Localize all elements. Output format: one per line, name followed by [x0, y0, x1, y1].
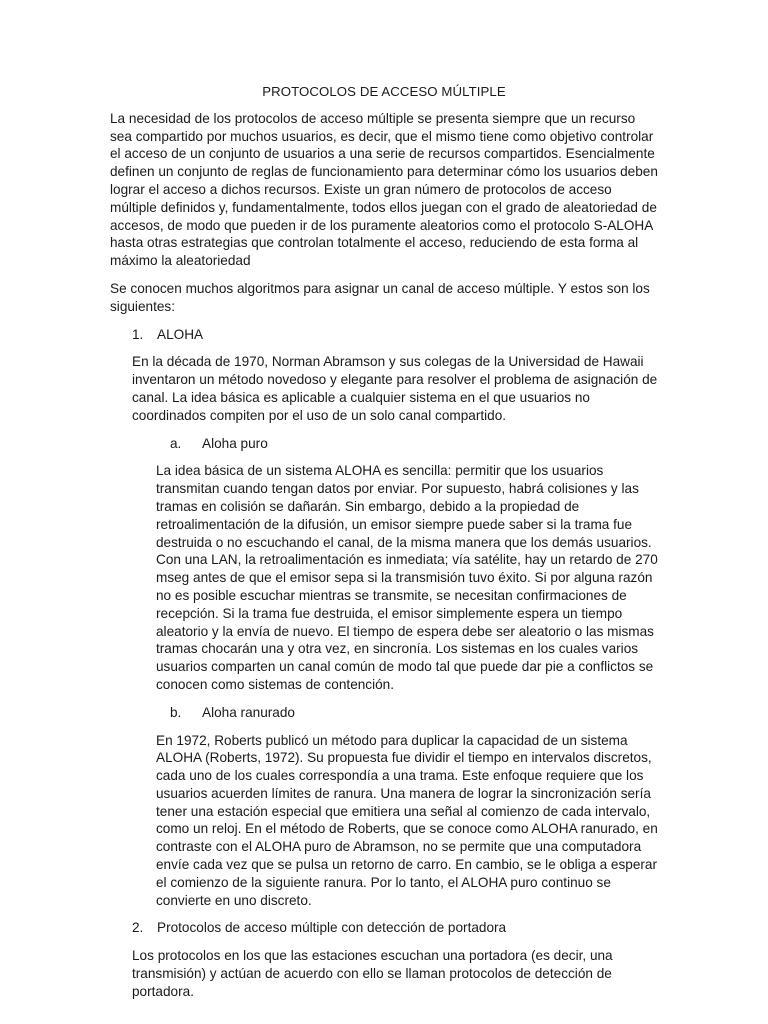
subsection-b-heading: [110, 704, 658, 722]
section2-number: 2.: [132, 920, 144, 936]
intro-paragraph: La necesidad de los protocolos de acceso múltiple se presenta siempre que un recurso sea compartido por muchos usuarios, es decir, que el mismo tiene como objetivo controlar el acceso de un conjunto de usuarios a una serie de recursos compartidos. Esencialmente definen un conjunto de reglas de funcionamiento para determinar cómo los usuarios deben lograr el acceso a dichos recursos. Existe un gran número de protocolos de acceso múltiple definidos y, fundamentalmente, todos ellos juegan con el grado de aleatoriedad de accesos, de modo que pueden ir de los puramente aleatorios como el protocolo S-ALOHA hasta otras estrategias que controlan totalmente el acceso, reduciendo de esta forma al máximo la aleatoriedad: [110, 110, 658, 269]
section2-heading: [110, 919, 658, 937]
section1-title: ALOHA: [157, 326, 204, 342]
subsection-a-body: La idea básica de un sistema ALOHA es sencilla: permitir que los usuarios transmitan cuando tengan datos por enviar. Por supuesto, habrá colisiones y las tramas en colisión se dañarán. Sin embargo, debido a la propiedad de retroalimentación de la difusión, un emisor siempre puede saber si la trama fue destruida o no escuchando el canal, de la misma manera que los demás usuarios. Con una LAN, la retroalimentación es inmediata; vía satélite, hay un retardo de 270 mseg antes de que el emisor sepa si la transmisión tuvo éxito. Si por alguna razón no es posible escuchar mientras se transmite, se necesitan confirmaciones de recepción. Si la trama fue destruida, el emisor simplemente espera un tiempo aleatorio y la envía de nuevo. El tiempo de espera debe ser aleatorio o las mismas tramas chocarán una y otra vez, en sincronía. Los sistemas en los cuales varios usuarios comparten un canal común de modo tal que puede dar pie a conflictos se conocen como sistemas de contención.: [156, 463, 658, 692]
subsection-a-title: Aloha puro: [202, 435, 268, 451]
section1-body: En la década de 1970, Norman Abramson y sus colegas de la Universidad de Hawaii inventaron un método novedoso y elegante para resolver el problema de asignación de canal. La idea básica es aplicable a cualquier sistema en el que usuarios no coordinados compiten por el uso de un solo canal compartido.: [132, 354, 658, 423]
section2-title: Protocolos de acceso múltiple con detección de portadora: [157, 920, 507, 936]
section1-heading: [110, 326, 658, 344]
section2-body: Los protocolos en los que las estaciones escuchan una portadora (es decir, una transmisión) y actúan de acuerdo con ello se llaman protocolos de detección de portadora.: [132, 948, 613, 999]
lead-paragraph: Se conocen muchos algoritmos para asignar un canal de acceso múltiple. Y estos son los siguientes:: [110, 280, 650, 314]
section1-number: 1.: [132, 326, 144, 342]
subsection-b-title: Aloha ranurado: [202, 704, 295, 720]
document-title: PROTOCOLOS DE ACCESO MÚLTIPLE: [262, 84, 506, 99]
subsection-a-letter: a.: [170, 435, 182, 451]
subsection-b-body: En 1972, Roberts publicó un método para duplicar la capacidad de un sistema ALOHA (Roberts, 1972). Su propuesta fue dividir el tiempo en intervalos discretos, cada uno de los cuales correspondía a una trama. Este enfoque requiere que los usuarios acuerden límites de ranura. Una manera de lograr la sincronización sería tener una estación especial que emitiera una señal al comienzo de cada intervalo, como un reloj. En el método de Roberts, que se conoce como ALOHA ranurado, en contraste con el ALOHA puro de Abramson, no se permite que una computadora envíe cada vez que se pulsa un retorno de carro. En cambio, se le obliga a esperar el comienzo de la siguiente ranura. Por lo tanto, el ALOHA puro continuo se convierte en uno discreto.: [156, 732, 658, 908]
subsection-b-letter: b.: [170, 704, 182, 720]
subsection-a-heading: [110, 435, 658, 453]
